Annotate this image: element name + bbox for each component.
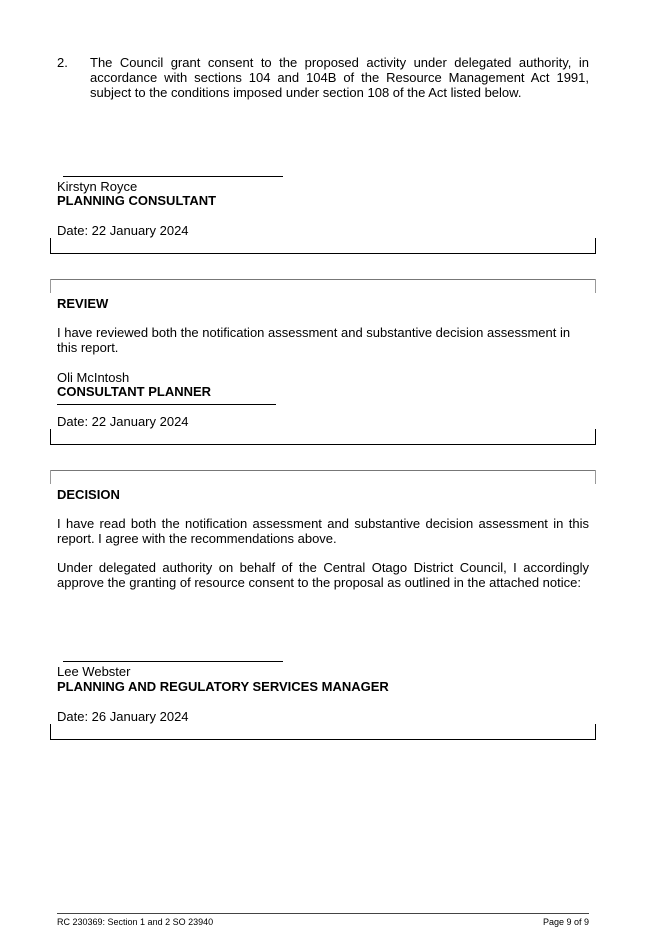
signoff-date: Date: 22 January 2024 <box>57 414 189 429</box>
signatory-role: PLANNING CONSULTANT <box>57 193 217 208</box>
section-heading: DECISION <box>57 487 120 502</box>
box-left-edge <box>50 470 51 484</box>
footer-rule <box>57 913 589 914</box>
signatory-name: Kirstyn Royce <box>57 179 138 194</box>
box-left-edge <box>50 279 51 293</box>
box-left-edge <box>50 238 51 253</box>
page-number: Page 9 of 9 <box>542 917 589 927</box>
box-top-edge <box>50 470 596 471</box>
box-right-edge <box>595 429 596 444</box>
signatory-role: PLANNING AND REGULATORY SERVICES MANAGER <box>57 679 389 694</box>
signature-line <box>63 661 283 662</box>
signatory-name: Oli McIntosh <box>57 370 130 385</box>
signoff-date: Date: 22 January 2024 <box>57 223 189 238</box>
footer-reference: RC 230369: Section 1 and 2 SO 23940 <box>57 917 214 927</box>
box-right-edge <box>595 238 596 253</box>
decision-text: Under delegated authority on behalf of the Central Otago District Council, I accordingly approve the granting of resource consent to the proposal as outlined in the attached notice: <box>57 560 589 590</box>
signature-line <box>63 176 283 177</box>
review-text: I have reviewed both the notification assessment and substantive decision assessment in this report. <box>57 325 571 355</box>
box-top-edge <box>50 279 596 280</box>
item-text: The Council grant consent to the proposed activity under delegated authority, in accordance with sections 104 and 104B of the Resource Management Act 1991, subject to the conditions imposed under section 108 of the Act listed below. <box>90 55 589 100</box>
box-right-edge <box>595 279 596 293</box>
signature-line <box>57 404 276 405</box>
decision-text: I have read both the notification assessment and substantive decision assessment in this report. I agree with the recommendations above. <box>57 516 589 546</box>
signatory-name: Lee Webster <box>57 664 131 679</box>
box-right-edge <box>595 470 596 484</box>
box-left-edge <box>50 429 51 444</box>
box-left-edge <box>50 724 51 739</box>
box-bottom-edge <box>50 444 596 445</box>
box-bottom-edge <box>50 253 596 254</box>
section-heading: REVIEW <box>57 296 109 311</box>
box-bottom-edge <box>50 739 596 740</box>
item-number: 2. <box>57 55 68 70</box>
signatory-role: CONSULTANT PLANNER <box>57 384 212 399</box>
box-right-edge <box>595 724 596 739</box>
signoff-date: Date: 26 January 2024 <box>57 709 189 724</box>
